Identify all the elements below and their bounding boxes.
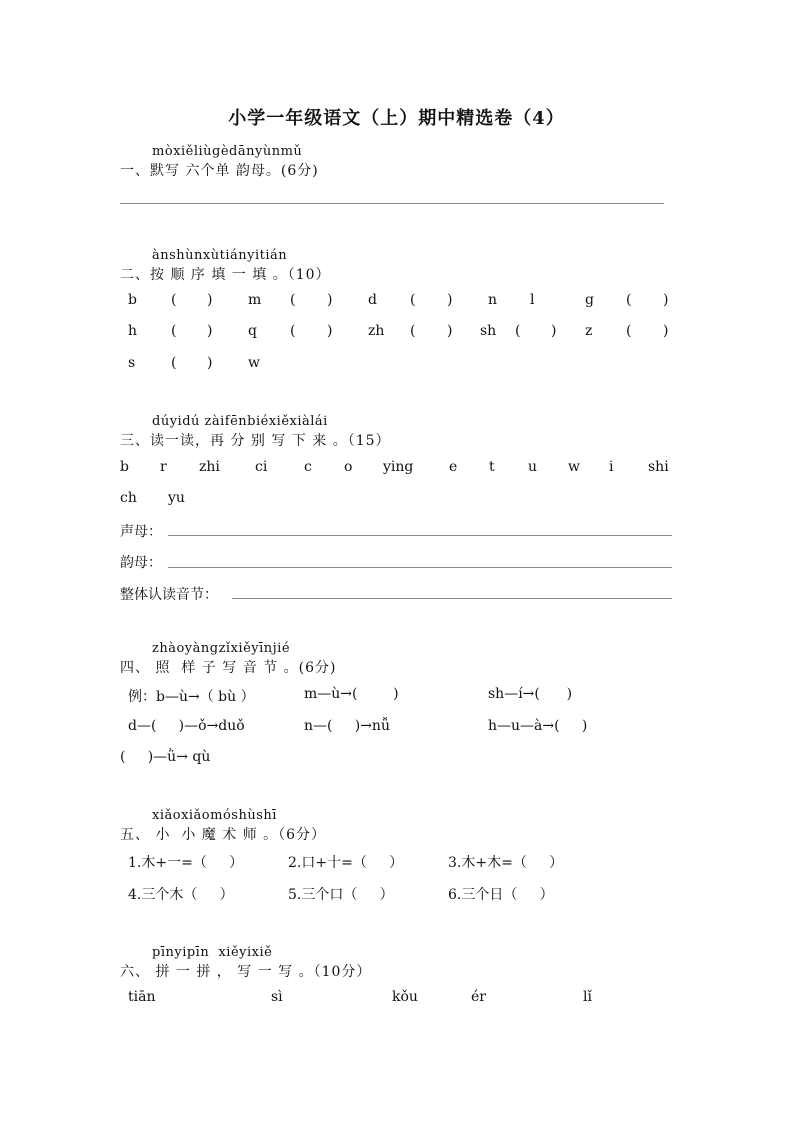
bracket-close: ) (207, 292, 213, 308)
section1-heading: 一、默写 六个单 韵母。(6分) (120, 163, 319, 179)
bracket-open: ( (626, 323, 632, 339)
bracket-open: ( (171, 323, 177, 339)
section6-pinyin: pīnyipīn xiěyixiě (152, 945, 273, 960)
section4-pinyin: zhàoyàngzǐxiěyīnjié (152, 641, 291, 656)
bracket-open: ( (290, 323, 296, 339)
pinyin-word: sì (271, 989, 283, 1005)
letter: n (488, 292, 498, 308)
letter: l (530, 292, 535, 308)
bracket-close: ) (663, 292, 669, 308)
pinyin-word: tiān (128, 989, 156, 1005)
magic-item: 6.三个日（ ） (448, 887, 554, 903)
letter: z (585, 323, 593, 339)
magic-item: 2.口+十=（ ） (288, 855, 404, 871)
syllable: u (528, 459, 538, 475)
syllable: t (489, 459, 495, 475)
bracket-open: ( (410, 323, 416, 339)
syllable: yu (168, 490, 185, 506)
syllable: ch (120, 490, 137, 506)
section2-pinyin: ànshùnxùtiányitián (152, 248, 288, 263)
section1-pinyin: mòxiěliùgèdānyùnmǔ (152, 144, 303, 159)
page-title: 小学一年级语文（上）期中精选卷（4） (228, 108, 565, 129)
syllable: i (609, 459, 614, 475)
bracket-open: ( (410, 292, 416, 308)
letter: zh (368, 323, 385, 339)
magic-item: 4.三个木（ ） (128, 887, 234, 903)
letter: m (248, 292, 262, 308)
example-item: 例：b—ù→（ bù ） (128, 689, 255, 705)
syllable: c (304, 459, 312, 475)
bracket-open: ( (626, 292, 632, 308)
syllable: e (449, 459, 458, 475)
bracket-close: ) (447, 292, 453, 308)
exercise-item: d—( )—ǒ→duǒ (128, 718, 245, 734)
magic-item: 5.三个口（ ） (288, 887, 394, 903)
letter: sh (480, 323, 497, 339)
exercise-item: ( )—ǜ→ qù (120, 749, 211, 765)
section3-heading: 三、读一读，再 分 别 写 下 来 。（15） (120, 433, 391, 449)
syllable: ci (255, 459, 268, 475)
letter: b (128, 292, 137, 308)
exercise-item: h—u—à→( ) (488, 718, 588, 734)
pinyin-word: kǒu (392, 989, 418, 1005)
syllable: o (344, 459, 353, 475)
section5-pinyin: xiǎoxiǎomóshùshī (152, 808, 277, 823)
shengmu-answer-line[interactable] (168, 535, 672, 536)
bracket-open: ( (515, 323, 521, 339)
section4-heading: 四、 照 样 子 写 音 节 。(6分) (120, 660, 337, 676)
syllable: w (568, 459, 580, 475)
section3-pinyin: dúyidú zàifēnbiéxiěxiàlái (152, 414, 328, 429)
syllable: zhi (199, 459, 220, 475)
letter: s (128, 355, 136, 371)
bracket-close: ) (447, 323, 453, 339)
bracket-close: ) (207, 355, 213, 371)
bracket-open: ( (290, 292, 296, 308)
bracket-close: ) (551, 323, 557, 339)
label-shengmu: 声母： (120, 524, 162, 540)
pinyin-word: lǐ (583, 989, 592, 1005)
magic-item: 1.木+一=（ ） (128, 855, 244, 871)
yunmu-answer-line[interactable] (168, 567, 672, 568)
bracket-open: ( (171, 355, 177, 371)
pinyin-word: ér (471, 989, 486, 1005)
label-yunmu: 韵母： (120, 555, 162, 571)
section6-heading: 六、 拼 一 拼 ， 写 一 写 。（10分） (120, 964, 372, 980)
bracket-close: ) (663, 323, 669, 339)
section2-heading: 二、按 顺 序 填 一 填 。（10） (120, 267, 331, 283)
bracket-open: ( (171, 292, 177, 308)
bracket-close: ) (327, 292, 333, 308)
section5-heading: 五、 小 小 魔 术 师 。（6分） (120, 827, 327, 843)
exercise-item: sh—í→( ) (488, 686, 573, 702)
exercise-item: n—( )→nǚ (304, 718, 390, 734)
syllable: b (120, 459, 129, 475)
letter: w (248, 355, 260, 371)
bracket-close: ) (207, 323, 213, 339)
letter: g (585, 292, 594, 308)
syllable: shi (648, 459, 669, 475)
magic-item: 3.木+木=（ ） (448, 855, 564, 871)
exercise-item: m—ù→( ) (304, 686, 399, 702)
label-zhengti: 整体认读音节： (120, 587, 218, 603)
letter: h (128, 323, 138, 339)
syllable: ying (383, 459, 414, 475)
syllable: r (160, 459, 167, 475)
letter: d (368, 292, 377, 308)
zhengti-answer-line[interactable] (232, 598, 672, 599)
letter: q (248, 323, 257, 339)
bracket-close: ) (327, 323, 333, 339)
answer-line[interactable] (120, 203, 664, 204)
